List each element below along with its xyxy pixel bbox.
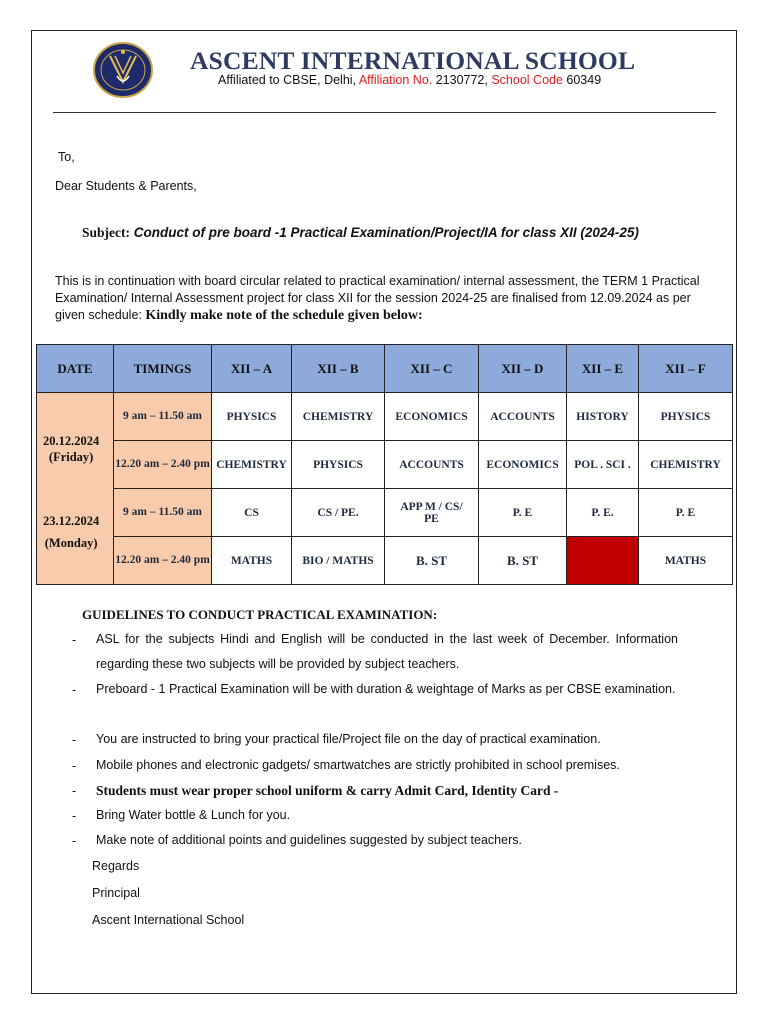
guidelines-title: GUIDELINES TO CONDUCT PRACTICAL EXAMINATION: <box>82 607 438 622</box>
table-cell: P. E. <box>567 489 639 537</box>
bullet-dash: - <box>72 809 77 823</box>
time-cell: 12.20 am – 2.40 pm <box>114 441 212 489</box>
table-cell: ACCOUNTS <box>385 441 479 489</box>
schedule-table <box>36 344 733 585</box>
table-cell: BIO / MATHS <box>292 537 385 585</box>
header-xii-a: XII – A <box>212 345 292 393</box>
subject-text: Conduct of pre board -1 Practical Examination/Project/IA for class XII (2024-25) <box>130 225 639 240</box>
table-cell: MATHS <box>639 537 733 585</box>
header-divider <box>53 112 716 113</box>
guideline-item: Mobile phones and electronic gadgets/ smartwatches are strictly prohibited in school premises. <box>96 758 620 772</box>
school-crest-icon <box>93 42 153 98</box>
school-code-label: School Code <box>491 73 563 87</box>
intro-paragraph <box>55 273 715 324</box>
table-cell: CHEMISTRY <box>292 393 385 441</box>
subject-label: Subject: <box>82 225 130 240</box>
subject-line <box>82 225 639 241</box>
empty-highlighted-cell <box>567 537 639 585</box>
affiliation-line <box>218 73 601 87</box>
affiliation-label: Affiliation No. <box>358 73 433 87</box>
date-cell <box>37 393 114 585</box>
guideline-item: Preboard - 1 Practical Examination will be with duration & weightage of Marks as per CBSE examination. <box>96 682 676 696</box>
table-cell: PHYSICS <box>212 393 292 441</box>
school-code: 60349 <box>562 73 602 87</box>
time-cell: 9 am – 11.50 am <box>114 393 212 441</box>
table-cell: B. ST <box>479 537 567 585</box>
guideline-item: You are instructed to bring your practical file/Project file on the day of practical examination. <box>96 732 601 746</box>
table-cell: HISTORY <box>567 393 639 441</box>
table-header-row <box>37 345 733 393</box>
table-row <box>37 489 733 537</box>
table-cell: ECONOMICS <box>479 441 567 489</box>
affiliation-prefix: Affiliated to CBSE, Delhi, <box>218 73 359 87</box>
bullet-dash: - <box>72 834 77 848</box>
guideline-item: Make note of additional points and guidelines suggested by subject teachers. <box>96 833 522 847</box>
date-1-value: 20.12.2024 <box>43 434 100 448</box>
bullet-dash: - <box>72 759 77 773</box>
table-cell: B. ST <box>385 537 479 585</box>
table-cell: PHYSICS <box>639 393 733 441</box>
bullet-dash: - <box>72 633 77 647</box>
header-xii-e: XII – E <box>567 345 639 393</box>
table-row <box>37 537 733 585</box>
bullet-dash: - <box>72 683 77 697</box>
header-xii-c: XII – C <box>385 345 479 393</box>
time-cell: 12.20 am – 2.40 pm <box>114 537 212 585</box>
table-cell: CHEMISTRY <box>639 441 733 489</box>
table-cell: POL . SCI . <box>567 441 639 489</box>
intro-emphasis: Kindly make note of the schedule given below: <box>145 308 423 323</box>
guideline-item: ASL for the subjects Hindi and English will be conducted in the last week of December. Information regarding these two subjects will be provided by subject teachers. <box>96 632 678 671</box>
table-cell: APP M / CS/ PE <box>385 489 479 537</box>
table-cell: CS <box>212 489 292 537</box>
header-timings: TIMINGS <box>114 345 212 393</box>
date-2-day: (Monday) <box>44 536 98 550</box>
guideline-item: Bring Water bottle & Lunch for you. <box>96 808 291 822</box>
bullet-dash: - <box>72 784 77 798</box>
affiliation-number: 2130772, <box>432 73 492 87</box>
table-cell: P. E <box>639 489 733 537</box>
table-cell: PHYSICS <box>292 441 385 489</box>
regards: Regards <box>92 859 140 873</box>
date-1 <box>43 433 99 465</box>
table-cell: ACCOUNTS <box>479 393 567 441</box>
table-cell: CS / PE. <box>292 489 385 537</box>
school-name: ASCENT INTERNATIONAL SCHOOL <box>190 46 636 75</box>
addressee: To, <box>58 150 75 164</box>
header-xii-b: XII – B <box>292 345 385 393</box>
date-1-day: (Friday) <box>48 450 94 464</box>
signoff-school: Ascent International School <box>92 913 245 927</box>
time-cell: 9 am – 11.50 am <box>114 489 212 537</box>
bullet-dash: - <box>72 733 77 747</box>
date-2-value: 23.12.2024 <box>43 514 100 528</box>
guideline-item-uniform: Students must wear proper school uniform & carry Admit Card, Identity Card - <box>96 783 559 798</box>
principal-title: Principal <box>92 886 140 900</box>
intro-text: This is in continuation with board circular related to practical examination/ internal assessment, the TERM 1 Practical Examination/ Internal Assessment project for class XII for the session 2024-25 are finalised from 12.09.2024 as per given schedule: <box>55 274 700 322</box>
salutation: Dear Students & Parents, <box>55 179 197 193</box>
table-cell: ECONOMICS <box>385 393 479 441</box>
table-row <box>37 441 733 489</box>
header-xii-d: XII – D <box>479 345 567 393</box>
table-cell: MATHS <box>212 537 292 585</box>
table-cell: CHEMISTRY <box>212 441 292 489</box>
date-2 <box>43 510 99 554</box>
table-row <box>37 393 733 441</box>
header-xii-f: XII – F <box>639 345 733 393</box>
header-date: DATE <box>37 345 114 393</box>
table-cell: P. E <box>479 489 567 537</box>
